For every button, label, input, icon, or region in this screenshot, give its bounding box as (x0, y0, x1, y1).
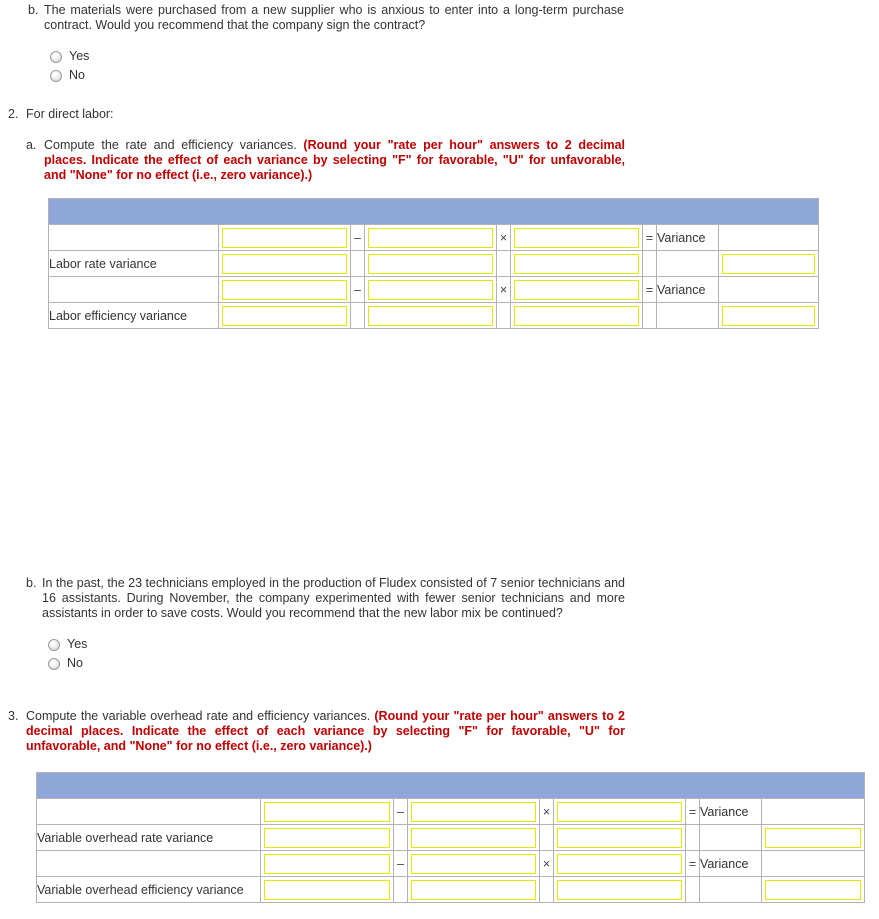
calc-cell (511, 303, 643, 329)
calc-cell (219, 303, 351, 329)
question-text: For direct labor: (26, 107, 114, 121)
calc-input[interactable] (222, 280, 347, 300)
question-paragraph (26, 138, 625, 183)
question-paragraph (28, 3, 624, 33)
question-text: In the past, the 23 technicians employed in the production of Fludex consisted of 7 senior technicians and 16 assistants. During November, the company experimented with fewer senior technicians and more assistants in order to save costs. Would you recommend that the new labor mix be continued? (42, 576, 626, 620)
option-yes-label[interactable]: Yes (67, 637, 88, 651)
overhead-variance-table (36, 772, 865, 903)
table-header-row (37, 773, 865, 799)
times-operator: × (497, 225, 511, 251)
calc-cell (554, 877, 686, 903)
calc-cell (365, 251, 497, 277)
operator-cell-empty (497, 303, 511, 329)
operator-cell-empty (540, 825, 554, 851)
labor-variance-table (48, 198, 819, 329)
minus-operator: – (351, 277, 365, 303)
calc-cell (554, 851, 686, 877)
instruction-rounding: (Round your "rate per hour" answers to 2 decimal places. Indicate the effect of each variance by selecting "F" for favorable, "U" for unfavorable, and "None" for no effect (i.e., zero variance).) (26, 709, 625, 753)
operator-cell-empty (497, 251, 511, 277)
calc-cell (261, 825, 394, 851)
option-no-label[interactable]: No (69, 68, 85, 82)
row-label-empty (49, 225, 219, 251)
calc-cell (219, 251, 351, 277)
equals-operator: = (643, 277, 657, 303)
calc-input[interactable] (557, 880, 682, 900)
calc-cell (408, 851, 540, 877)
operator-cell-empty (643, 303, 657, 329)
option-no[interactable] (48, 654, 625, 673)
calc-input[interactable] (514, 306, 639, 326)
effect-input[interactable] (722, 306, 815, 326)
question-paragraph (26, 576, 625, 621)
minus-operator: – (394, 851, 408, 877)
table-header-row (49, 199, 819, 225)
calc-cell (261, 799, 394, 825)
question-letter: b. (28, 3, 39, 17)
effect-cell (719, 303, 819, 329)
times-operator: × (540, 799, 554, 825)
variance-label: Variance (700, 851, 762, 877)
calc-input[interactable] (264, 854, 390, 874)
calc-input[interactable] (368, 306, 493, 326)
calc-input[interactable] (368, 228, 493, 248)
calc-input[interactable] (411, 854, 536, 874)
calc-input[interactable] (557, 828, 682, 848)
calc-input[interactable] (514, 228, 639, 248)
operator-cell-empty (686, 825, 700, 851)
variance-label: Variance (657, 277, 719, 303)
equals-operator: = (686, 799, 700, 825)
question-text (26, 709, 625, 754)
effect-cell (719, 251, 819, 277)
option-yes-label[interactable]: Yes (69, 49, 90, 63)
variance-label: Variance (657, 225, 719, 251)
operator-cell-empty (351, 303, 365, 329)
radio-yes-icon[interactable] (48, 639, 60, 651)
question-2a (26, 138, 625, 183)
calc-input[interactable] (222, 228, 347, 248)
effect-input[interactable] (765, 880, 861, 900)
result-cell-empty (719, 225, 819, 251)
instruction-main: Compute the variable overhead rate and efficiency variances. (26, 709, 371, 723)
calc-input[interactable] (264, 828, 390, 848)
calc-input[interactable] (514, 254, 639, 274)
calc-input[interactable] (557, 802, 682, 822)
calc-cell (408, 825, 540, 851)
question-text: The materials were purchased from a new supplier who is anxious to enter into a long-term purchase contract. Would you recommend that the company sign the contract? (44, 3, 624, 32)
question-2-heading (8, 107, 648, 122)
calc-cell (261, 851, 394, 877)
row-label-empty (49, 277, 219, 303)
question-materials-contract (28, 3, 624, 85)
row-label-empty (37, 851, 261, 877)
effect-input[interactable] (722, 254, 815, 274)
question-number: 3. (8, 709, 19, 723)
result-cell-empty (762, 851, 865, 877)
option-yes[interactable] (48, 635, 625, 654)
table-row (37, 825, 865, 851)
calc-cell (219, 277, 351, 303)
calc-cell (511, 251, 643, 277)
calc-cell (261, 877, 394, 903)
option-yes[interactable] (50, 47, 624, 66)
effect-cell (762, 825, 865, 851)
option-no-label[interactable]: No (67, 656, 83, 670)
equals-operator: = (643, 225, 657, 251)
calc-cell (408, 799, 540, 825)
option-no[interactable] (50, 66, 624, 85)
answer-options (28, 47, 624, 85)
times-operator: × (497, 277, 511, 303)
table-row (37, 851, 865, 877)
table-row (49, 277, 819, 303)
calc-cell (554, 825, 686, 851)
question-letter: b. (26, 576, 37, 590)
operator-cell-empty (351, 251, 365, 277)
table-header-bar (37, 773, 865, 799)
calc-cell (365, 277, 497, 303)
table-header-bar (49, 199, 819, 225)
result-cell-empty (719, 277, 819, 303)
minus-operator: – (351, 225, 365, 251)
effect-input[interactable] (765, 828, 861, 848)
row-label: Labor rate variance (49, 251, 219, 277)
effect-cell (762, 877, 865, 903)
instruction-main: Compute the rate and efficiency variances. (44, 138, 297, 152)
calc-input[interactable] (514, 280, 639, 300)
table-row (37, 877, 865, 903)
calc-input[interactable] (368, 254, 493, 274)
calc-cell (554, 799, 686, 825)
question-letter: a. (26, 138, 37, 152)
calc-input[interactable] (368, 280, 493, 300)
equals-operator: = (686, 851, 700, 877)
operator-cell-empty (394, 877, 408, 903)
operator-cell-empty (643, 251, 657, 277)
operator-cell-empty (394, 825, 408, 851)
answer-options (26, 635, 625, 673)
table-row (49, 251, 819, 277)
row-label: Labor efficiency variance (49, 303, 219, 329)
calc-input[interactable] (222, 306, 347, 326)
minus-operator: – (394, 799, 408, 825)
variance-label: Variance (700, 799, 762, 825)
times-operator: × (540, 851, 554, 877)
calc-cell (365, 225, 497, 251)
calc-cell (511, 277, 643, 303)
calc-input[interactable] (411, 880, 536, 900)
result-cell-empty (762, 799, 865, 825)
table-row (37, 799, 865, 825)
calc-input[interactable] (222, 254, 347, 274)
calc-cell (408, 877, 540, 903)
radio-no-icon[interactable] (50, 70, 62, 82)
radio-yes-icon[interactable] (50, 51, 62, 63)
calc-input[interactable] (557, 854, 682, 874)
variance-label-empty (657, 251, 719, 277)
question-text (44, 138, 625, 183)
instruction-rounding: (Round your "rate per hour" answers to 2 decimal places. Indicate the effect of each variance by selecting "F" for favorable, "U" for unfavorable, and "None" for no effect (i.e., zero variance).) (44, 138, 625, 182)
calc-cell (365, 303, 497, 329)
calc-input[interactable] (264, 802, 390, 822)
calc-cell (511, 225, 643, 251)
question-2b-labor-mix (26, 576, 625, 673)
question-paragraph (8, 709, 625, 754)
calc-input[interactable] (264, 880, 390, 900)
row-label: Variable overhead efficiency variance (37, 877, 261, 903)
calc-cell (219, 225, 351, 251)
variance-label-empty (657, 303, 719, 329)
row-label: Variable overhead rate variance (37, 825, 261, 851)
operator-cell-empty (686, 877, 700, 903)
variance-label-empty (700, 877, 762, 903)
table-row (49, 225, 819, 251)
operator-cell-empty (540, 877, 554, 903)
question-paragraph (8, 107, 648, 122)
question-3 (8, 709, 625, 754)
radio-no-icon[interactable] (48, 658, 60, 670)
question-number: 2. (8, 107, 19, 121)
variance-label-empty (700, 825, 762, 851)
calc-input[interactable] (411, 802, 536, 822)
table-row (49, 303, 819, 329)
calc-input[interactable] (411, 828, 536, 848)
row-label-empty (37, 799, 261, 825)
